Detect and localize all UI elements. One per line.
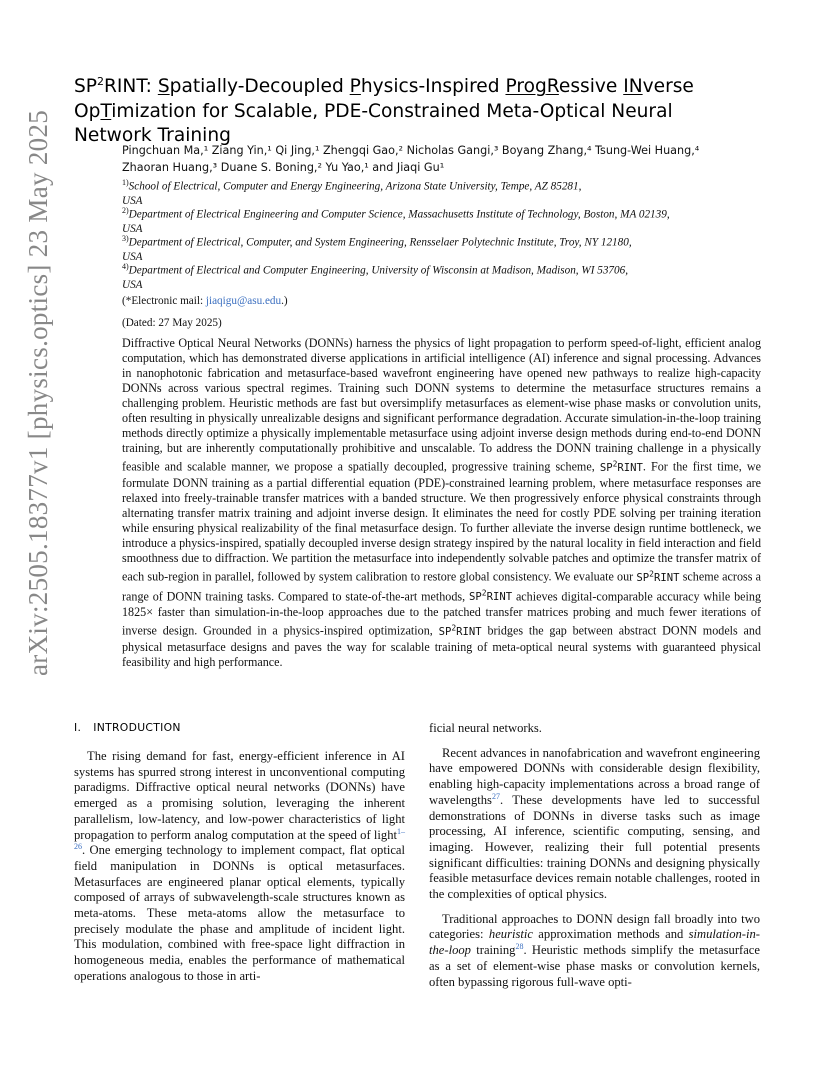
- abstract-text: Diffractive Optical Neural Networks (DONNs) harness the physics of light propagation to perform speed-of-light, efficient analog computation, which has demonstrated diverse applications in artificial intelligence (AI) inference and signal processing. Advances in nanophotonic fabrication and metasurface-based wavefront engineering have opened new pathways to realize high-capacity DONNs across various spectral regimes. Training such DONN systems to determine the metasurface structures remains a challenging problem. Heuristic methods are fast but oversimplify metasurfaces as element-wise phase masks or convolution units, often resulting in physically unrealizable designs and significant performance degradation. Accurate simulation-in-the-loop training methods directly optimize a physically implementable metasurface using adjoint inverse design methods during end-to-end DONN training, but are inherently computationally prohibitive and unscalable. To address the DONN training challenge in a physically feasible and scalable manner, we propose a spatially decoupled, progressive training scheme,: [122, 336, 761, 474]
- affiliation-4: [122, 260, 772, 292]
- sprint-name: [468, 588, 513, 604]
- affiliation-mark: 1): [122, 178, 129, 187]
- email-prefix: (*Electronic mail:: [122, 295, 206, 307]
- section-number: I.: [74, 721, 82, 734]
- affiliation-text: School of Electrical, Computer and Energy Engineering, Arizona State University, Tempe, AZ 85281,: [128, 180, 582, 193]
- paragraph-text: training: [470, 943, 516, 958]
- author-line-2: Zhaoran Huang,³ Duane S. Boning,² Yu Yao,¹ and Jiaqi Gu¹: [122, 161, 445, 174]
- abstract-text: achieves digital-comparable accuracy while being 1825× faster than simulation-in-the-loop approaches due to the patched transfer matrices probing and much fewer iterations of inverse design. Grounded in a physics-inspired optimization,: [122, 589, 762, 638]
- affiliation-mark: 2): [122, 206, 129, 215]
- abstract-text: scheme across a range of DONN training tasks. Compared to state-of-the-art methods,: [122, 569, 761, 604]
- emphasis-heuristic: heuristic: [488, 927, 533, 942]
- sprint-name: [438, 623, 482, 638]
- section-heading-introduction: [74, 721, 181, 734]
- sprint-suffix: RINT: [456, 625, 482, 638]
- affiliation-country: USA: [122, 250, 143, 263]
- sprint-prefix: SP: [599, 461, 613, 474]
- affiliation-mark: 3): [122, 234, 129, 243]
- title-line-2: OpTimization for Scalable, PDE-Constrained Meta-Optical Neural: [74, 100, 673, 122]
- paragraph-text: The rising demand for fast, energy-efficient inference in AI systems has spurred strong interest in unconventional computing paradigms. Diffractive optical neural networks (DONNs) have emerged as a promising solution, leveraging the inherent parallelism, low-latency, and low-power characteristics of light propagation to perform analog computation at the speed of light: [74, 749, 405, 842]
- title-superscript: 2: [97, 75, 105, 88]
- email-suffix: .): [281, 295, 288, 307]
- abstract: [122, 336, 761, 670]
- sprint-prefix: SP: [438, 625, 452, 638]
- sprint-superscript: 2: [481, 588, 487, 598]
- sprint-name: [636, 569, 680, 584]
- dated-line: (Dated: 27 May 2025): [122, 317, 222, 329]
- affiliation-country: USA: [122, 278, 143, 291]
- paragraph-gap: [429, 737, 760, 746]
- paragraph-gap: [429, 903, 760, 912]
- paragraph-text: Recent advances in nanofabrication and wavefront engineering have empowered DONNs with considerable design flexibility, enabling high-capacity implementations across a broad range of wavelengths: [429, 745, 760, 807]
- sprint-prefix: SP: [468, 591, 482, 604]
- sprint-suffix: RINT: [653, 571, 680, 584]
- sprint-superscript: 2: [612, 459, 618, 469]
- author-line-1: Pingchuan Ma,¹ Ziang Yin,¹ Qi Jing,¹ Zhengqi Gao,² Nicholas Gangi,³ Boyang Zhang,⁴ Tsung-Wei Huang,⁴: [122, 144, 700, 157]
- title-sp: SP: [74, 76, 98, 98]
- abstract-text: . For the first time, we formulate DONN training as a partial differential equation (PDE)-constrained learning problem, where metasurface responses are relaxed into freely-trainable transfer matrices with a banded structure. We then progressively enforce physical constraints through alternating transfer matrix training and adjoint inverse design. It eliminates the need for costly PDE solving per training iteration while ensuring physical realizability of the final metasurface design. To further alleviate the inverse design runtime bottleneck, we introduce a physics-inspired, spatially decoupled inverse design strategy inspired by the natural locality in field interaction and field smoothness due to diffraction. We partition the metasurface into independently solvable patches and optimize the transfer matrix of each sub-region in parallel, followed by system calibration to restore global consistency. We evaluate our: [122, 459, 761, 584]
- intro-paragraph-3: [429, 912, 760, 991]
- citation-link[interactable]: 1–26: [74, 826, 405, 852]
- paragraph-text: . Heuristic methods simplify the metasurface as a set of element-wise phase masks or convolution kernels, often bypassing rigorous full-wave opti-: [429, 943, 760, 989]
- paragraph-text: . One emerging technology to implement compact, flat optical field manipulation in DONNs is optical metasurfaces. Metasurfaces are engineered planar optical elements, typically composed of arrays of subwavelength-scale structures known as meta-atoms. These meta-atoms allow the metasurface to precisely modulate the phase and amplitude of incident light. This modulation, combined with free-space light diffraction in homogeneous media, enables the performance of mathematical operations analogous to those in arti-: [74, 843, 405, 983]
- left-column: [74, 749, 405, 985]
- title-line-3: Network Training: [74, 125, 231, 147]
- affiliation-mark: 4): [122, 262, 129, 271]
- title-line-1: [74, 76, 694, 97]
- paragraph-text: approximation methods and: [532, 927, 689, 942]
- affiliation-text: Department of Electrical Engineering and Computer Science, Massachusetts Institute of Technology, Boston, MA 02139,: [128, 208, 670, 221]
- paper-title: [74, 70, 774, 149]
- affiliation-text: Department of Electrical, Computer, and System Engineering, Rensselaer Polytechnic Institute, Troy, NY 12180,: [128, 236, 632, 249]
- intro-paragraph-2: [429, 746, 760, 903]
- arxiv-identifier-stamp: arXiv:2505.18377v1 [physics.optics] 23 May 2025: [23, 109, 53, 676]
- electronic-mail: [122, 294, 288, 308]
- sprint-superscript: 2: [649, 569, 654, 579]
- intro-paragraph-1-continuation: ficial neural networks.: [429, 721, 542, 735]
- section-title: INTRODUCTION: [93, 721, 181, 734]
- emphasis-simulation-in-the-loop: simulation-in-the-loop: [429, 927, 760, 958]
- citation-link[interactable]: 27: [491, 791, 500, 801]
- affiliation-country: USA: [122, 222, 143, 235]
- sprint-superscript: 2: [451, 623, 457, 633]
- citation-link[interactable]: 28: [515, 941, 524, 951]
- abstract-text: bridges the gap between abstract DONN models and physical metasurface designs and paves the way for scalable training of meta-optical neural systems with guaranteed physical feasibility and high performance.: [122, 623, 761, 670]
- sprint-prefix: SP: [636, 571, 650, 584]
- sprint-name: [599, 459, 643, 474]
- affiliation-text: Department of Electrical and Computer Engineering, University of Wisconsin at Madison, Madison, WI 53706,: [128, 264, 629, 277]
- intro-paragraph-1: [74, 749, 405, 985]
- sprint-suffix: RINT: [486, 591, 513, 604]
- author-list: [122, 142, 772, 176]
- paragraph-text: Traditional approaches to DONN design fall broadly into two categories:: [429, 911, 760, 942]
- right-column: [429, 721, 760, 990]
- title-rest: RINT: Spatially-Decoupled Physics-Inspired ProgRessive INverse: [104, 76, 694, 98]
- email-link[interactable]: jiaqigu@asu.edu: [205, 295, 282, 307]
- paragraph-text: . These developments have led to successful demonstrations of DONNs in diverse tasks such as image processing, AI inference, scientific computing, sensing, and imaging. However, realizing their full potential presents significant difficulties: training DONNs and designing physically feasible metasurface devices remain notable challenges, rooted in the complexities of optical physics.: [429, 792, 760, 902]
- affiliation-country: USA: [122, 194, 143, 207]
- sprint-suffix: RINT: [617, 461, 643, 474]
